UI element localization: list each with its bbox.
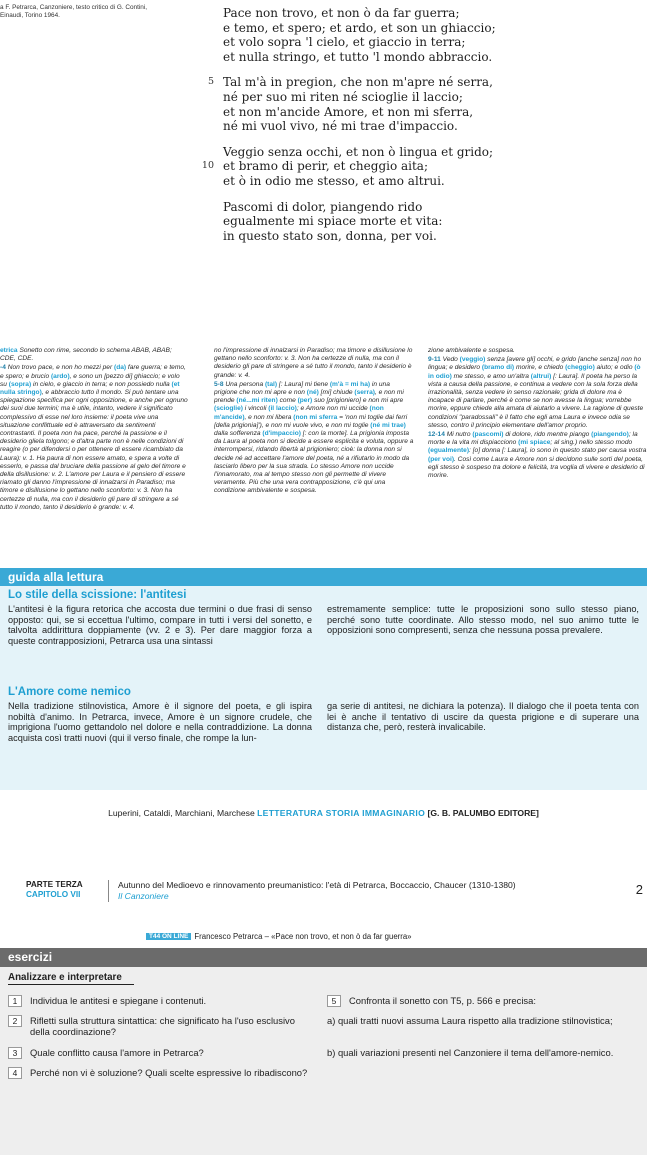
exercise-number: 2 <box>8 1015 22 1027</box>
verse-text: né mi vuol vivo, né mi trae d'impaccio. <box>223 119 458 134</box>
exercise-item-4 <box>8 1067 314 1078</box>
note-keyword: (cheggio) <box>565 364 595 372</box>
verse-line <box>223 174 523 189</box>
note-keyword: (né...mi riten) <box>236 397 278 405</box>
exercise-number: 1 <box>8 995 22 1007</box>
guida-section-2-right: ga serie di antitesi, ne dichiara la potenza). Il dialogo che il poeta tenta con lei è anche il tentativo di uscire da questa prigione e di superare una distanza che, però, resterà invalicabile. <box>327 701 639 733</box>
note-text: ; e Amore non mi uccide <box>296 405 370 413</box>
verse-line <box>201 159 523 174</box>
exercise-item-5b <box>327 1047 639 1058</box>
note-keyword: (il laccio) <box>268 405 297 413</box>
source-note: a F. Petrarca, Canzoniere, testo critico di G. Contini, Einaudi, Torino 1964. <box>0 4 148 19</box>
guida-section-1-right: estremamente semplice: tutte le proposizioni sono sullo stesso piano, perché sono tutte coordinate. Allo stesso modo, nel suo animo tutte le opposizioni sono compresenti, senza che nessuna possa prevalere. <box>327 604 639 636</box>
poem-sonnet <box>201 6 523 254</box>
note-text: Una persona <box>223 380 265 388</box>
guida-box <box>0 586 647 790</box>
note-paragraph <box>428 431 647 480</box>
note-text: [: Laura] mi tiene <box>277 380 330 388</box>
note-verse-ref: 9-11 <box>428 356 441 364</box>
verse-text: Pascomi di dolor, piangendo rido <box>223 199 423 214</box>
note-text: [mi] chiude <box>318 389 355 397</box>
page-number: 2 <box>635 882 643 897</box>
notes-column-1 <box>0 347 188 565</box>
verse-line <box>223 200 523 215</box>
guida-header-bar <box>0 568 647 586</box>
note-paragraph <box>214 347 414 380</box>
exercise-item-5 <box>327 995 639 1006</box>
verse-line <box>207 75 523 90</box>
note-keyword: (d'impaccio) <box>262 430 301 438</box>
note-text: zione ambivalente e sospesa. <box>428 347 515 354</box>
note-text: : [o] donna [: Laura], io sono in questo stato per causa vostra <box>469 447 647 455</box>
capitolo-label: CAPITOLO VII <box>26 890 81 899</box>
note-text: ; al sing.) nello stesso modo <box>550 439 633 447</box>
notes-column-2 <box>214 347 414 565</box>
notes-section <box>0 347 647 565</box>
guida-section-1-left: L'antitesi è la figura retorica che accosta due termini o due frasi di senso opposto: qui, se si eccettua l'ultimo, compare in tutti i versi del sonetto, e talvolta addirittura doppiamente (vv. 2 e 3). Per dare maggior forza a queste contrapposizioni, Petrarca usa una sintassi <box>8 604 312 647</box>
exercise-number: 3 <box>8 1047 22 1059</box>
stanza <box>201 144 523 189</box>
note-text: dalla sofferenza <box>214 430 263 438</box>
verse-line <box>223 35 523 50</box>
guida-section-1-title: Lo stile della scissione: l'antitesi <box>8 589 187 601</box>
guida-title: guida alla lettura <box>8 570 104 584</box>
exercise-number: 4 <box>8 1067 22 1079</box>
note-keyword: (da) <box>114 364 127 372</box>
credit-publisher: [G. B. PALUMBO EDITORE] <box>427 808 539 818</box>
online-badge: T44 ON LINE <box>146 933 191 940</box>
note-text: aiuto; e odio <box>594 364 635 372</box>
esercizi-header-bar <box>0 948 647 967</box>
exercise-text: Confronta il sonetto con T5, p. 566 e precisa: <box>349 995 536 1006</box>
verse-text: et volo sopra 'l cielo, et giaccio in terra; <box>223 35 466 50</box>
exercise-item-1 <box>8 995 314 1006</box>
note-text: Mi nutro <box>444 431 473 439</box>
note-keyword: (tal) <box>264 380 278 388</box>
note-keyword: (ardo) <box>50 372 70 380</box>
guida-section-2-left: Nella tradizione stilnovistica, Amore è il signore del poeta, e gli ispira nobiltà d'animo. In Petrarca, invece, Amore è un signore crudele, che imprigiona l'uomo gettandolo nel dolore e nella contraddizione. La donna acquista così tratti nuovi (qui il verso finale, che rompe la lun- <box>8 701 312 744</box>
verse-text: et nulla stringo, et tutto 'l mondo abbraccio. <box>223 49 493 64</box>
running-head-title: Autunno del Medioevo e rinnovamento preumanistico: l'età di Petrarca, Boccaccio, Chaucer (1310-1380) <box>118 880 516 890</box>
verse-number: 5 <box>207 76 214 88</box>
note-text: fare guerra; e temo, e spero; e brucio <box>0 364 186 380</box>
online-link[interactable] <box>146 932 412 941</box>
note-text: senza [avere gli] occhi, e grido [anche senza] non ho lingua; e desidero <box>428 356 642 372</box>
note-text: di dolore, rido mentre piango <box>503 431 592 439</box>
note-keyword: (m'à = mi ha) <box>329 380 371 388</box>
note-text: i vincoli <box>242 405 269 413</box>
notes-column-3 <box>428 347 647 565</box>
note-text: come <box>277 397 298 405</box>
note-keyword: (mi spiace <box>518 439 551 447</box>
note-keyword: (piangendo) <box>591 431 629 439</box>
online-text: Francesco Petrarca – «Pace non trovo, et non ò da far guerra» <box>194 932 412 941</box>
credit-brand: LETTERATURA STORIA IMMAGINARIO <box>257 808 426 818</box>
exercise-subitem-a: a) quali tratti nuovi assuma Laura rispetto alla tradizione stilnovistica; <box>327 1015 613 1026</box>
note-text: ; la morte e la vita mi dispiacciono <box>428 431 638 447</box>
verse-line <box>223 119 523 134</box>
note-keyword: (per voi) <box>428 455 455 463</box>
verse-text: Pace non trovo, et non ò da far guerra; <box>223 6 460 20</box>
note-keyword: etrica <box>0 347 18 354</box>
esercizi-heading: Analizzare e interpretare <box>8 972 122 983</box>
exercise-text: Individua le antitesi e spiegane i contenuti. <box>30 995 207 1006</box>
running-head-divider <box>108 880 109 902</box>
verse-text: Tal m'à in pregion, che non m'apre né serra, <box>223 75 493 90</box>
note-keyword: (bramo di) <box>481 364 515 372</box>
note-keyword: (egualmente) <box>428 447 470 455</box>
note-text: , e non mi prende <box>214 389 404 405</box>
note-text: me stesso, e amo un'altra <box>451 372 531 380</box>
exercise-item-2 <box>8 1015 314 1037</box>
note-text: [: Laura]. Il poeta ha perso la vista a causa della passione, e continua a vedere con la sola forza della irrazionalità, senza vedere in senso razionale; grida di dolore ma è incapace di parlare, perché è come se non avesse la lingua; vorrebbe morire, eppure chiede alla amata di aiutarlo a vivere. La ragione di queste condizioni "paradossali" è il fatto che egli ama Laura e invece odia se stesso, contro il principio elementare dell'amor proprio. <box>428 372 644 429</box>
note-keyword: (non mi sferra <box>293 413 338 421</box>
note-text: Sonetto con rime, secondo lo schema ABAB, ABAB; CDE, CDE. <box>0 347 172 363</box>
stanza <box>223 6 523 64</box>
note-text: , e non mi libera <box>244 413 294 421</box>
guida-section-2-title: L'Amore come nemico <box>8 686 131 698</box>
note-keyword: (et nulla stringo) <box>0 380 180 397</box>
note-keyword: (serra) <box>354 389 375 397</box>
verse-number: 10 <box>201 160 214 172</box>
note-keyword: (non m'ancide) <box>214 405 384 421</box>
note-paragraph <box>214 381 414 496</box>
note-keyword: (per) <box>297 397 313 405</box>
verse-line <box>223 21 523 36</box>
verse-text: e temo, et spero; et ardo, et son un ghiaccio; <box>223 20 496 35</box>
note-paragraph <box>428 356 647 430</box>
exercise-text: Rifletti sulla struttura sintattica: che significato ha l'uso esclusivo della coordinazione? <box>30 1015 295 1038</box>
stanza <box>223 200 523 244</box>
note-keyword: (ò in odio) <box>428 364 641 380</box>
note-text: Non trovo pace, e non ho mezzi per <box>5 364 114 372</box>
note-verse-ref: 5-8 <box>214 380 224 388</box>
credit-authors: Luperini, Cataldi, Marchiani, Marchese <box>108 808 255 818</box>
esercizi-heading-underline <box>8 984 134 985</box>
note-text: suo [prigioniero] e non mi apre <box>312 397 404 405</box>
stanza <box>207 75 523 134</box>
note-text: , e sono un [pezzo di] ghiaccio; e volo su <box>0 372 180 388</box>
note-paragraph <box>428 347 647 355</box>
verse-text: et ò in odio me stesso, et amo altrui. <box>223 173 445 188</box>
verse-line <box>223 105 523 120</box>
verse-line <box>223 6 523 21</box>
parte-label: PARTE TERZA <box>26 880 83 889</box>
verse-line <box>223 50 523 65</box>
running-head <box>0 880 647 920</box>
note-paragraph <box>0 364 188 512</box>
esercizi-title: esercizi <box>8 950 53 964</box>
note-text: [: con la morte]. La prigionia imposta da Laura al poeta non si decide a essere esplicita e voluta, oppure a interrompersi, ridando libertà al prigioniero; cioè: la donna non si decide né ad accettare l'amore del poeta, né a rifiutarlo in modo da lasciarlo libero per la sua strada. Lo stesso Amore non uccide l'innamorato, ma al tempo stesso non gli permette di vivere veramente. Più che una vera contrapposizione, c'è qui una condizione ambivalente e sospesa. <box>214 430 414 495</box>
exercise-item-5a <box>327 1015 639 1026</box>
verse-line <box>223 90 523 105</box>
footer-credit <box>0 808 647 818</box>
note-text: no l'impressione di innalzarsi in Paradiso; ma timore e disillusione lo gettano nello sconforto: v. 3. Non ha certezze di nulla, ma con il desiderio gli pare di stringere a sé tutto il mondo, tanto il desiderio è grande: v. 4. <box>214 347 413 379</box>
note-verse-ref: -4 <box>0 364 6 372</box>
note-keyword: (altrui) <box>530 372 552 380</box>
note-keyword: (pascomi) <box>472 431 504 439</box>
note-keyword: (né) <box>306 389 319 397</box>
note-keyword: (sopra) <box>8 380 32 388</box>
note-keyword: (veggio) <box>459 356 486 364</box>
exercise-text: Perché non vi è soluzione? Quali scelte espressive lo ribadiscono? <box>30 1067 308 1078</box>
verse-text: né per suo mi riten né scioglie il laccio; <box>223 89 463 104</box>
note-text: in una prigione che non mi apre e non <box>214 380 390 397</box>
esercizi-box <box>0 967 647 1155</box>
note-text: . Così come Laura e Amore non si decidono sulle sorti del poeta, egli stesso è sospeso tra dolore e felicità, tra voglia di vivere e desiderio di morire. <box>428 455 645 480</box>
exercise-text: Quale conflitto causa l'amore in Petrarca? <box>30 1047 204 1058</box>
verse-text: et non m'ancide Amore, et non mi sferra, <box>223 104 474 119</box>
exercise-subitem-b: b) quali variazioni presenti nel Canzoniere il tema dell'amore-nemico. <box>327 1047 614 1058</box>
running-head-subtitle: Il Canzoniere <box>118 891 169 901</box>
verse-line <box>223 145 523 160</box>
verse-text: et bramo di perir, et cheggio aita; <box>223 159 429 174</box>
note-keyword: (né mi trae) <box>370 421 406 429</box>
note-text: morire, e chiedo <box>514 364 566 372</box>
note-text: in cielo, e giaccio in terra; e non possiedo nulla <box>31 380 172 388</box>
verse-text: in questo stato son, donna, per voi. <box>223 228 437 243</box>
note-paragraph <box>0 347 188 363</box>
note-text: Vedo <box>440 356 460 364</box>
verse-text: egualmente mi spiace morte et vita: <box>223 214 443 229</box>
verse-line <box>223 214 523 229</box>
verse-line <box>223 229 523 244</box>
note-keyword: (scioglie) <box>214 405 243 413</box>
exercise-number: 5 <box>327 995 341 1007</box>
note-verse-ref: 12-14 <box>428 431 445 439</box>
note-text: = 'non mi toglie dai ferri [della prigionia]'), e non mi vuole vivo, e non mi toglie <box>214 413 408 429</box>
verse-text: Veggio senza occhi, et non ò lingua et grido; <box>223 144 494 159</box>
exercise-item-3 <box>8 1047 314 1058</box>
note-text: , e abbraccio tutto il mondo. Si può tentare una spiegazione specifica per ogni opposizione, e anche per ognuno dei suoi due termini; ma è utile, intanto, vedere il significato complessivo di esse nel loro insieme: il poeta vive una situazione conflittuale ed è attraversato da sentimenti contrastanti. Il poeta non ha pace, perché la passione e il desiderio gliela tolgono; e d'altra parte non è nelle condizioni di reagire (o per difendersi o per ottenere di essere ricambiato da Laura): v. 1. Ha paura di non essere amato, e spera a volte di esserlo, e passa dal bruciare della passione al gelo del timore e della disillusione: v. 2. L'amore per Laura e il pensiero di essere riamato gli danno l'impressione di innalzarsi in Paradiso; ma timore e disillusione lo gettano nello sconforto: v. 3. Non ha certezze di nulla, ma con il desiderio gli pare di stringere a sé tutto il mondo, tanto il desiderio è grande: v. 4. <box>0 389 188 511</box>
